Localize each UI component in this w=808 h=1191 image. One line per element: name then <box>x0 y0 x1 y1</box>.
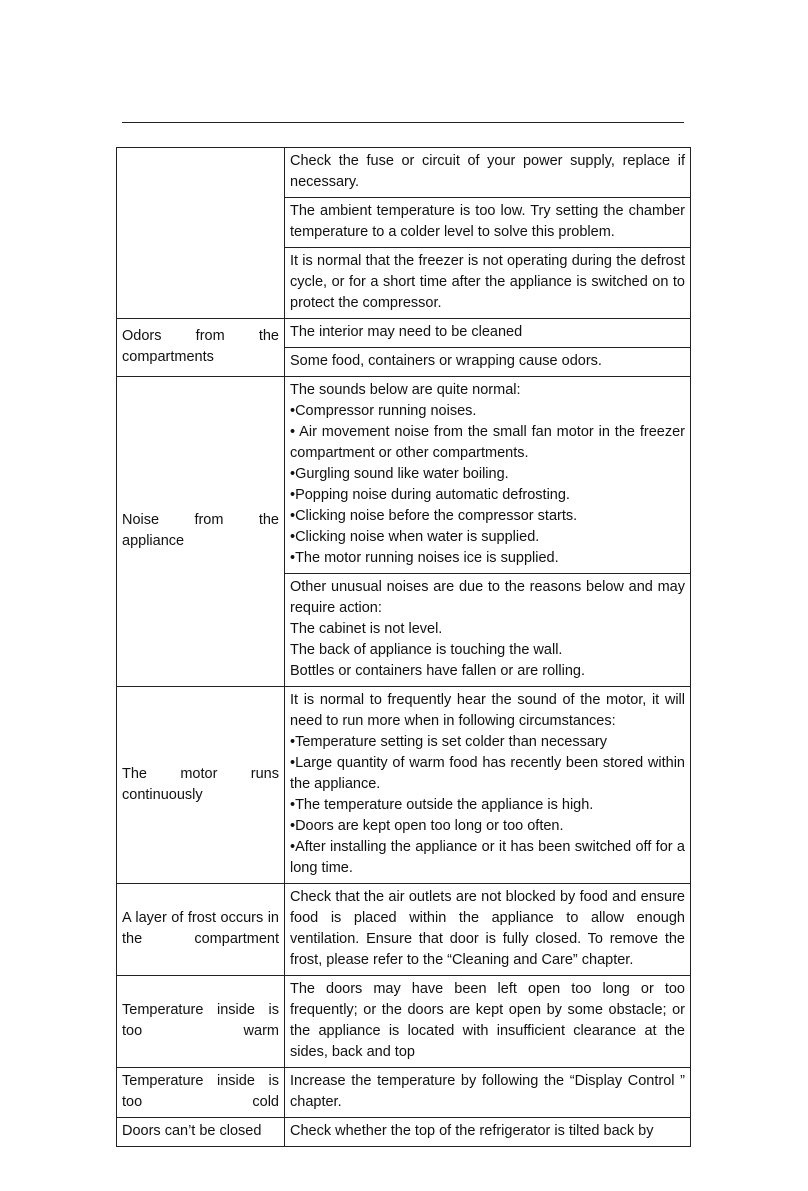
solution-cell: It is normal that the freezer is not operating during the defrost cycle, or for a short time after the appliance is switched on to protect the compressor. <box>285 248 691 319</box>
problem-cell <box>117 148 285 319</box>
header-rule <box>122 122 684 123</box>
troubleshooting-table <box>116 147 691 1147</box>
table-row <box>117 1068 691 1118</box>
bullet-item: •Clicking noise before the compressor starts. <box>290 508 578 524</box>
bullet-item: •Gurgling sound like water boiling. <box>290 466 509 482</box>
bullet-item: •After installing the appliance or it has been switched off for a long time. <box>290 839 685 876</box>
table-row <box>117 377 691 574</box>
problem-cell: Odors from the compartments <box>117 319 285 377</box>
table-row <box>117 148 691 198</box>
problem-cell: Temperature inside is too cold <box>117 1068 285 1118</box>
solution-cell: Some food, containers or wrapping cause odors. <box>285 348 691 377</box>
problem-cell: Doors can’t be closed <box>117 1118 285 1147</box>
solution-cell: Increase the temperature by following the “Display Control ” chapter. <box>285 1068 691 1118</box>
bullet-item: •Large quantity of warm food has recently been stored within the appliance. <box>290 755 685 792</box>
problem-cell: Noise from the appliance <box>117 377 285 687</box>
solution-cell: Check the fuse or circuit of your power supply, replace if necessary. <box>285 148 691 198</box>
table-row <box>117 884 691 976</box>
list-item: Bottles or containers have fallen or are rolling. <box>290 663 585 679</box>
list-item: The cabinet is not level. <box>290 621 443 637</box>
bullet-item: •Clicking noise when water is supplied. <box>290 529 540 545</box>
solution-cell <box>285 377 691 574</box>
table-row <box>117 1118 691 1147</box>
bullet-item: •The motor running noises ice is supplied. <box>290 550 559 566</box>
problem-cell: The motor runs continuously <box>117 687 285 884</box>
solution-cell <box>285 687 691 884</box>
solution-line: Other unusual noises are due to the reasons below and may require action: <box>290 579 685 616</box>
solution-line: It is normal to frequently hear the sound of the motor, it will need to run more when in following circumstances: <box>290 692 685 729</box>
bullet-item: • Air movement noise from the small fan motor in the freezer compartment or other compartments. <box>290 424 685 461</box>
solution-cell: The interior may need to be cleaned <box>285 319 691 348</box>
solution-cell: Check that the air outlets are not blocked by food and ensure food is placed within the appliance to allow enough ventilation. Ensure that door is fully closed. To remove the frost, please refer to the “Cleaning and Care” chapter. <box>285 884 691 976</box>
solution-cell: The doors may have been left open too long or too frequently; or the doors are kept open by some obstacle; or the appliance is located with insufficient clearance at the sides, back and top <box>285 976 691 1068</box>
bullet-item: •Popping noise during automatic defrosting. <box>290 487 570 503</box>
list-item: The back of appliance is touching the wall. <box>290 642 563 658</box>
table-row <box>117 319 691 348</box>
problem-cell: A layer of frost occurs in the compartment <box>117 884 285 976</box>
bullet-item: •The temperature outside the appliance is high. <box>290 797 594 813</box>
solution-cell: The ambient temperature is too low. Try setting the chamber temperature to a colder level to solve this problem. <box>285 198 691 248</box>
bullet-item: •Doors are kept open too long or too often. <box>290 818 564 834</box>
table-row <box>117 976 691 1068</box>
solution-cell: Check whether the top of the refrigerator is tilted back by <box>285 1118 691 1147</box>
bullet-item: •Temperature setting is set colder than necessary <box>290 734 607 750</box>
table-row <box>117 687 691 884</box>
solution-line: The sounds below are quite normal: <box>290 382 521 398</box>
bullet-item: •Compressor running noises. <box>290 403 477 419</box>
solution-cell <box>285 574 691 687</box>
problem-cell: Temperature inside is too warm <box>117 976 285 1068</box>
